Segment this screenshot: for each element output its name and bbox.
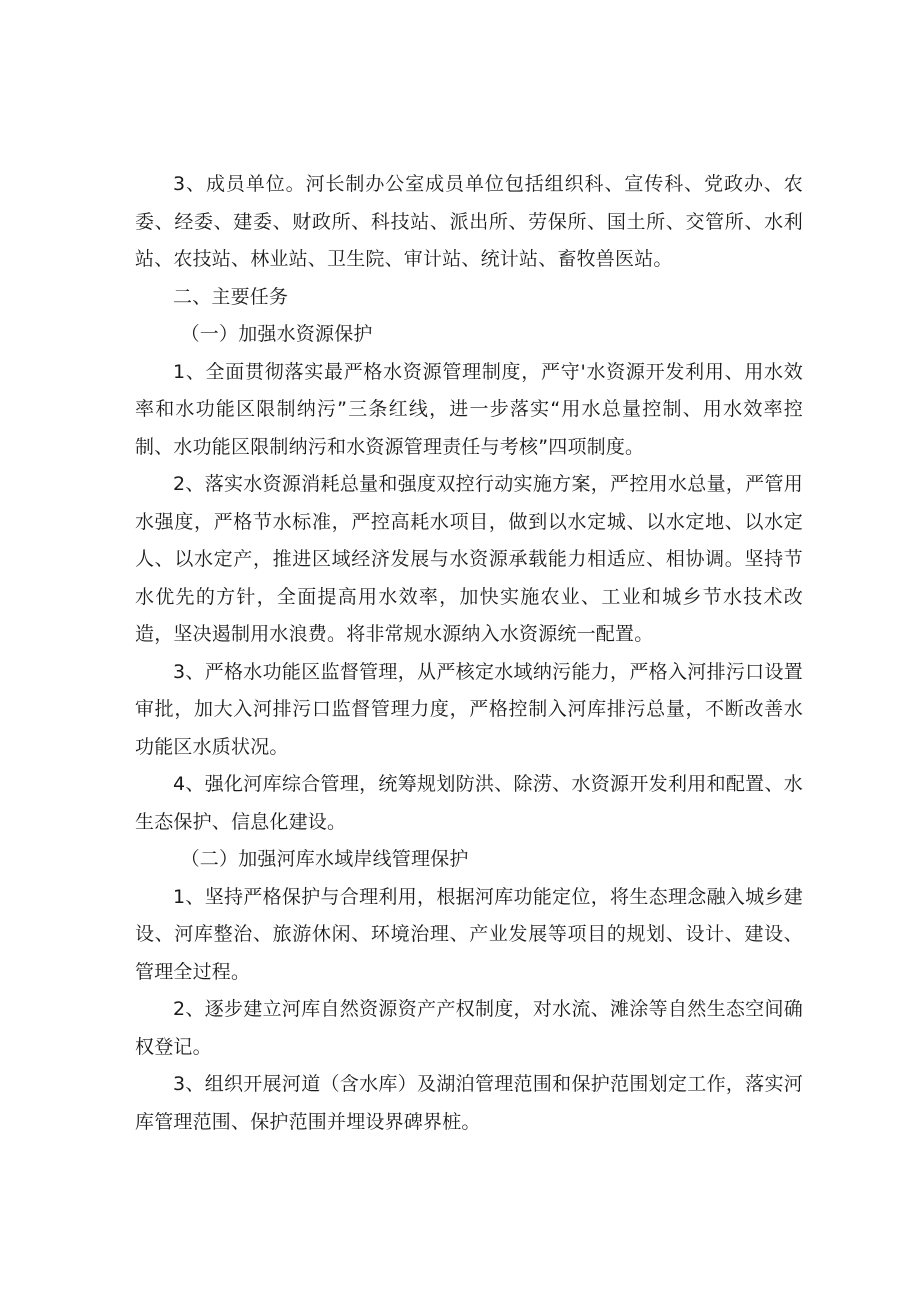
subsection-heading-shoreline: （二）加强河库水域岸线管理保护 [180,848,469,870]
paragraph-member-units: 3、成员单位。河长制办公室成员单位包括组织科、宣传科、党政办、农委、经委、建委、财政所、科技站、派出所、劳保所、国土所、交管所、水利站、农技站、林业站、卫生院、审计站、统计站、畜牧兽医站。 [135,173,803,270]
paragraph-water-management-system: 1、全面贯彻落实最严格水资源管理制度，严守'水资源开发利用、用水效率和水功能区限制纳污”三条红线，进一步落实“用水总量控制、用水效率控制、水功能区限制纳污和水资源管理责任与考核”四项制度。 [135,360,803,458]
section-heading-main-tasks: 二、主要任务 [173,285,289,308]
paragraph-property-rights: 2、逐步建立河库自然资源资产产权制度，对水流、滩涂等自然生态空间确权登记。 [135,998,803,1058]
subsection-heading-water-resources: （一）加强水资源保护 [180,323,373,345]
paragraph-boundary-demarcation: 3、组织开展河道（含水库）及湖泊管理范围和保护范围划定工作，落实河库管理范围、保护范围并埋设界碑界桩。 [135,1073,803,1133]
paragraph-comprehensive-management: 4、强化河库综合管理，统筹规划防洪、除涝、水资源开发利用和配置、水生态保护、信息化建设。 [135,773,803,833]
paragraph-dual-control: 2、落实水资源消耗总量和强度双控行动实施方案，严控用水总量，严管用水强度，严格节水标准，严控高耗水项目，做到以水定城、以水定地、以水定人、以水定产，推进区域经济发展与水资源承载能力相适应、相协调。坚持节水优先的方针，全面提高用水效率，加快实施农业、工业和城乡节水技术改造，坚决遏制用水浪费。将非常规水源纳入水资源统一配置。 [135,473,803,645]
document-body [135,166,803,1141]
paragraph-water-function-zone: 3、严格水功能区监督管理，从严核定水域纳污能力，严格入河排污口设置审批，加大入河排污口监督管理力度，严格控制入河库排污总量，不断改善水功能区水质状况。 [135,660,803,758]
paragraph-protection-utilization: 1、坚持严格保护与合理利用，根据河库功能定位，将生态理念融入城乡建设、河库整治、旅游休闲、环境治理、产业发展等项目的规划、设计、建设、管理全过程。 [135,885,803,983]
